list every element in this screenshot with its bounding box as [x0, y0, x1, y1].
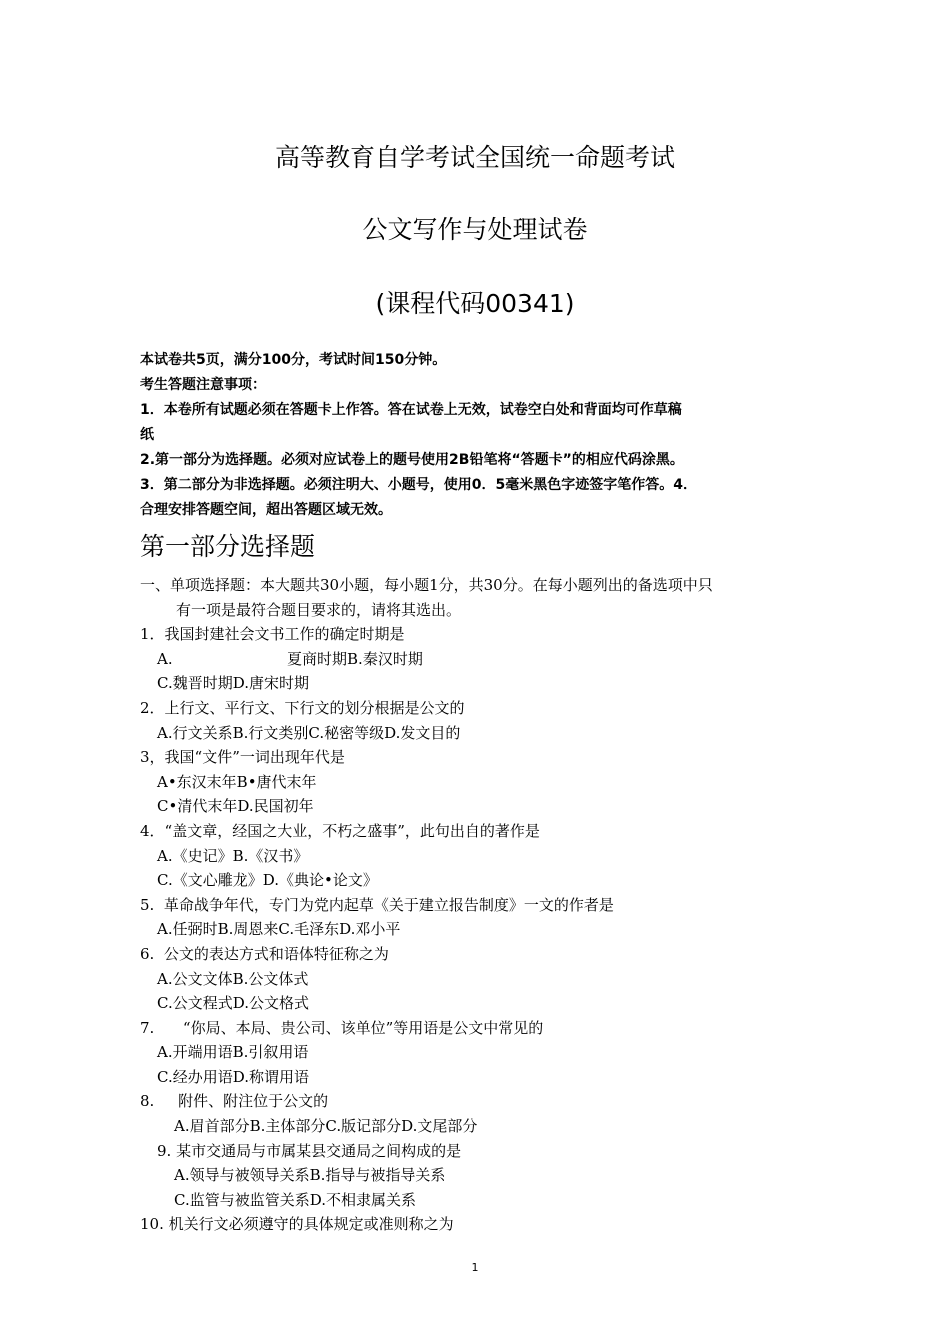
- question-options: A. 夏商时期B.秦汉时期: [157, 649, 423, 668]
- question-options: A.《史记》B.《汉书》: [157, 846, 309, 865]
- section-intro-continued: 有一项是最符合题目要求的，请将其选出。: [176, 600, 462, 619]
- question-stem: 9. 某市交通局与市属某县交通局之间构成的是: [157, 1141, 462, 1160]
- question-options: C.公文程式D.公文格式: [157, 994, 309, 1013]
- note-line: 2.第一部分为选择题。必须对应试卷上的题号使用2B铅笔将“答题卡”的相应代码涂黑。: [140, 452, 684, 468]
- exam-title: 高等教育自学考试全国统一命题考试: [274, 143, 675, 172]
- question-stem: 5. 革命战争年代，专门为党内起草《关于建立报告制度》一文的作者是: [140, 895, 614, 914]
- question-stem: 1．我国封建社会文书工作的确定时期是: [140, 625, 405, 644]
- exam-notes: [140, 348, 820, 523]
- question-options: A•东汉末年B•唐代末年: [157, 772, 317, 791]
- question-options: C•清代末年D.民国初年: [157, 797, 314, 816]
- note-line: 合理安排答题空间，超出答题区域无效。: [140, 502, 392, 518]
- part-heading: 第一部分选择题: [140, 532, 316, 561]
- question-stem: 10. 机关行文必须遵守的具体规定或准则称之为: [140, 1215, 454, 1234]
- question-options: C.魏晋时期D.唐宋时期: [157, 674, 309, 693]
- note-line: 1．本卷所有试题必须在答题卡上作答。答在试卷上无效，试卷空白处和背面均可作草稿: [140, 402, 682, 418]
- question-options: A.公文文体B.公文体式: [157, 969, 309, 988]
- question-options: A.领导与被领导关系B.指导与被指导关系: [174, 1166, 446, 1185]
- question-options: C.经办用语D.称谓用语: [157, 1067, 309, 1086]
- question-options: A.开端用语B.引叙用语: [157, 1043, 309, 1062]
- question-stem: 4．“盖文章，经国之大业，不朽之盛事”，此句出自的著作是: [140, 821, 540, 840]
- question-stem: 8. 附件、附注位于公文的: [140, 1092, 329, 1111]
- note-line: 纸: [140, 427, 154, 443]
- question-options: A.任弼时B.周恩来C.毛泽东D.邓小平: [157, 920, 401, 939]
- question-options: A.行文关系B.行文类别C.秘密等级D.发文目的: [157, 723, 461, 742]
- question-options: C.监管与被监管关系D.不相隶属关系: [174, 1190, 416, 1209]
- course-code: (课程代码00341): [375, 289, 575, 318]
- note-line: 考生答题注意事项：: [140, 377, 266, 393]
- question-stem: 6. 公文的表达方式和语体特征称之为: [140, 944, 389, 963]
- section-intro: 一、单项选择题：本大题共30小题，每小题1分，共30分。在每小题列出的备选项中只: [140, 576, 713, 594]
- question-stem: 2．上行文、平行文、下行文的划分根据是公文的: [140, 698, 465, 717]
- note-line: 3．第二部分为非选择题。必须注明大、小题号，使用0．5毫米黑色字迹签字笔作答。4．: [140, 477, 697, 493]
- page-number: 1: [471, 1261, 479, 1274]
- note-line: 本试卷共5页，满分100分，考试时间150分钟。: [140, 352, 447, 368]
- question-options: C.《文心雕龙》D.《典论•论文》: [157, 871, 378, 890]
- question-stem: 7. “你局、本局、贵公司、该单位”等用语是公文中常见的: [140, 1018, 544, 1037]
- question-section: [140, 573, 820, 1237]
- question-stem: 3，我国“文件”一词出现年代是: [140, 748, 345, 767]
- paper-title: 公文写作与处理试卷: [362, 215, 588, 244]
- question-options: A.眉首部分B.主体部分C.版记部分D.文尾部分: [174, 1117, 478, 1136]
